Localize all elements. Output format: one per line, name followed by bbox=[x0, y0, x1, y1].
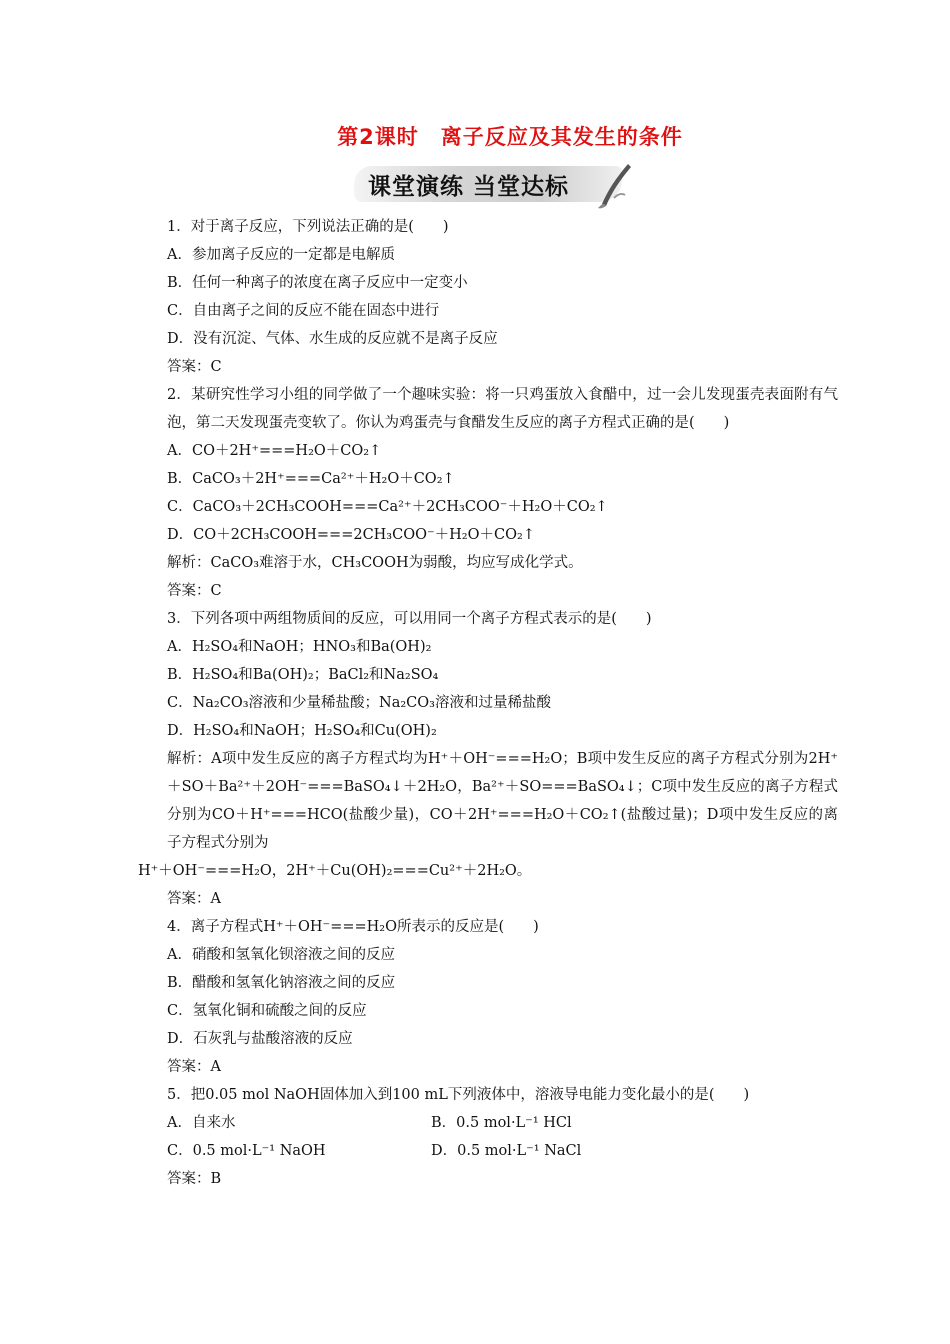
question-5 bbox=[138, 1081, 838, 1193]
section-banner bbox=[350, 160, 640, 208]
question-1 bbox=[138, 213, 838, 381]
banner-text: 课堂演练 当堂达标 bbox=[368, 174, 570, 200]
option-c: C．0.5 mol·L⁻¹ NaOH bbox=[167, 1143, 326, 1159]
option-d: D．没有沉淀、气体、水生成的反应就不是离子反应 bbox=[167, 331, 498, 347]
options-row-2 bbox=[138, 1137, 838, 1165]
question-list bbox=[138, 213, 838, 1193]
option-a: A．硝酸和氢氧化钡溶液之间的反应 bbox=[167, 947, 395, 963]
answer: 答案：B bbox=[167, 1171, 222, 1187]
question-stem: 4．离子方程式H⁺＋OH⁻===H₂O所表示的反应是( ) bbox=[167, 919, 539, 935]
analysis-continued: H⁺＋OH⁻===H₂O，2H⁺＋Cu(OH)₂===Cu²⁺＋2H₂O。 bbox=[138, 863, 532, 879]
option-a: A．CO＋2H⁺===H₂O＋CO₂↑ bbox=[167, 443, 382, 459]
option-a: A．参加离子反应的一定都是电解质 bbox=[167, 247, 395, 263]
lesson-title: 第2课时 离子反应及其发生的条件 bbox=[337, 125, 683, 149]
option-d: D．CO＋2CH₃COOH===2CH₃COO⁻＋H₂O＋CO₂↑ bbox=[167, 527, 535, 543]
option-c: C．氢氧化铜和硫酸之间的反应 bbox=[167, 1003, 367, 1019]
options-row-1 bbox=[138, 1109, 838, 1137]
brush-pen-icon bbox=[594, 160, 634, 210]
option-d: D．石灰乳与盐酸溶液的反应 bbox=[167, 1031, 353, 1047]
question-4 bbox=[138, 913, 838, 1081]
option-d: D．H₂SO₄和NaOH；H₂SO₄和Cu(OH)₂ bbox=[167, 723, 437, 739]
question-2 bbox=[138, 381, 838, 605]
option-c: C．CaCO₃＋2CH₃COOH===Ca²⁺＋2CH₃COO⁻＋H₂O＋CO₂↑ bbox=[167, 499, 608, 515]
answer: 答案：A bbox=[167, 891, 221, 907]
option-b: B．H₂SO₄和Ba(OH)₂；BaCl₂和Na₂SO₄ bbox=[167, 667, 439, 683]
answer: 答案：C bbox=[167, 359, 222, 375]
analysis: 解析：A项中发生反应的离子方程式均为H⁺＋OH⁻===H₂O；B项中发生反应的离子方程式分别为2H⁺＋SO＋Ba²⁺＋2OH⁻===BaSO₄↓＋2H₂O，Ba²⁺＋SO===BaSO₄↓；C项中发生反应的离子方程式分别为CO＋H⁺===HCO(盐酸少量)，CO＋2H⁺===H₂O＋CO₂↑(盐酸过量)；D项中发生反应的离子方程式分别为 bbox=[167, 751, 838, 851]
option-c: C．Na₂CO₃溶液和少量稀盐酸；Na₂CO₃溶液和过量稀盐酸 bbox=[167, 695, 551, 711]
analysis: 解析：CaCO₃难溶于水，CH₃COOH为弱酸，均应写成化学式。 bbox=[167, 555, 583, 571]
option-b: B．醋酸和氢氧化钠溶液之间的反应 bbox=[167, 975, 396, 991]
question-stem: 3．下列各项中两组物质间的反应，可以用同一个离子方程式表示的是( ) bbox=[167, 611, 652, 627]
answer: 答案：A bbox=[167, 1059, 221, 1075]
answer: 答案：C bbox=[167, 583, 222, 599]
option-d: D．0.5 mol·L⁻¹ NaCl bbox=[431, 1143, 582, 1159]
question-3 bbox=[138, 605, 838, 913]
option-b: B．CaCO₃＋2H⁺===Ca²⁺＋H₂O＋CO₂↑ bbox=[167, 471, 455, 487]
option-c: C．自由离子之间的反应不能在固态中进行 bbox=[167, 303, 440, 319]
option-b: B．任何一种离子的浓度在离子反应中一定变小 bbox=[167, 275, 468, 291]
option-a: A．自来水 bbox=[167, 1115, 236, 1131]
option-a: A．H₂SO₄和NaOH；HNO₃和Ba(OH)₂ bbox=[167, 639, 432, 655]
option-b: B．0.5 mol·L⁻¹ HCl bbox=[431, 1115, 572, 1131]
question-stem: 2．某研究性学习小组的同学做了一个趣味实验：将一只鸡蛋放入食醋中，过一会儿发现蛋壳表面附有气泡，第二天发现蛋壳变软了。你认为鸡蛋壳与食醋发生反应的离子方程式正确的是( ) bbox=[167, 387, 838, 431]
question-stem: 1．对于离子反应，下列说法正确的是( ) bbox=[167, 219, 449, 235]
question-stem: 5．把0.05 mol NaOH固体加入到100 mL下列液体中，溶液导电能力变化最小的是( ) bbox=[167, 1087, 750, 1103]
